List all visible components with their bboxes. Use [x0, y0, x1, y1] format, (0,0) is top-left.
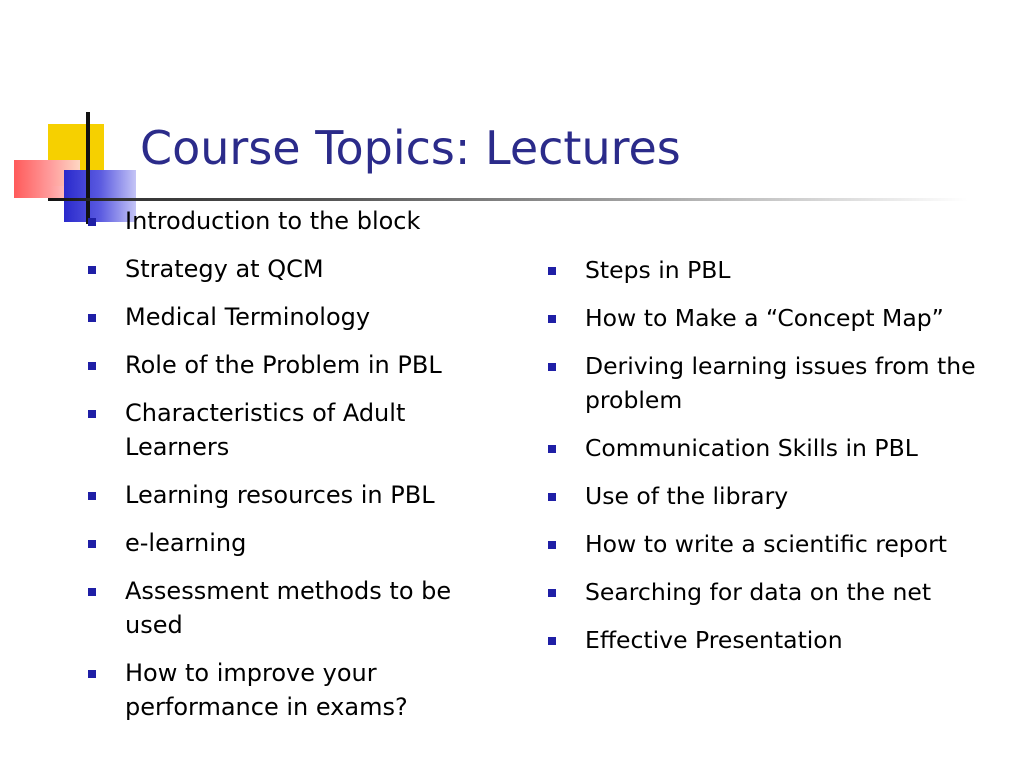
list-item	[546, 301, 1016, 335]
bullet-icon	[548, 541, 556, 549]
list-item-text: Steps in PBL	[585, 256, 731, 284]
list-item-text: How to improve your performance in exams?	[125, 659, 408, 721]
bullet-icon	[548, 445, 556, 453]
list-item	[86, 656, 516, 724]
list-item-text: How to write a scientific report	[585, 530, 947, 558]
right-topic-list	[546, 253, 1016, 671]
list-item-text: Communication Skills in PBL	[585, 434, 918, 462]
list-item	[86, 300, 516, 334]
list-item	[546, 349, 1016, 417]
list-item	[86, 396, 516, 464]
list-item-text: Deriving learning issues from the problem	[585, 352, 976, 414]
bullet-icon	[88, 410, 96, 418]
list-item	[546, 479, 1016, 513]
list-item-text: Characteristics of Adult Learners	[125, 399, 406, 461]
list-item-text: e-learning	[125, 529, 247, 557]
list-item-text: Searching for data on the net	[585, 578, 932, 606]
list-item	[546, 575, 1016, 609]
list-item	[546, 253, 1016, 287]
title-underline	[48, 198, 968, 201]
bullet-icon	[88, 218, 96, 226]
bullet-icon	[88, 492, 96, 500]
list-item	[86, 204, 516, 238]
slide-title: Course Topics: Lectures	[140, 121, 681, 175]
list-item-text: Use of the library	[585, 482, 789, 510]
list-item-text: Effective Presentation	[585, 626, 843, 654]
bullet-icon	[548, 267, 556, 275]
list-item-text: How to Make a “Concept Map”	[585, 304, 944, 332]
list-item-text: Medical Terminology	[125, 303, 371, 331]
bullet-icon	[548, 637, 556, 645]
list-item	[546, 527, 1016, 561]
list-item	[86, 526, 516, 560]
list-item	[86, 574, 516, 642]
bullet-icon	[88, 266, 96, 274]
bullet-icon	[548, 493, 556, 501]
list-item	[546, 623, 1016, 657]
list-item	[86, 252, 516, 286]
list-item-text: Learning resources in PBL	[125, 481, 435, 509]
bullet-icon	[88, 362, 96, 370]
bullet-icon	[548, 589, 556, 597]
list-item-text: Role of the Problem in PBL	[125, 351, 442, 379]
list-item-text: Assessment methods to be used	[125, 577, 452, 639]
list-item-text: Strategy at QCM	[125, 255, 324, 283]
bullet-icon	[548, 363, 556, 371]
list-item-text: Introduction to the block	[125, 207, 421, 235]
left-topic-list	[86, 204, 516, 738]
bullet-icon	[88, 588, 96, 596]
list-item	[546, 431, 1016, 465]
bullet-icon	[88, 314, 96, 322]
bullet-icon	[88, 540, 96, 548]
bullet-icon	[548, 315, 556, 323]
bullet-icon	[88, 670, 96, 678]
list-item	[86, 478, 516, 512]
list-item	[86, 348, 516, 382]
